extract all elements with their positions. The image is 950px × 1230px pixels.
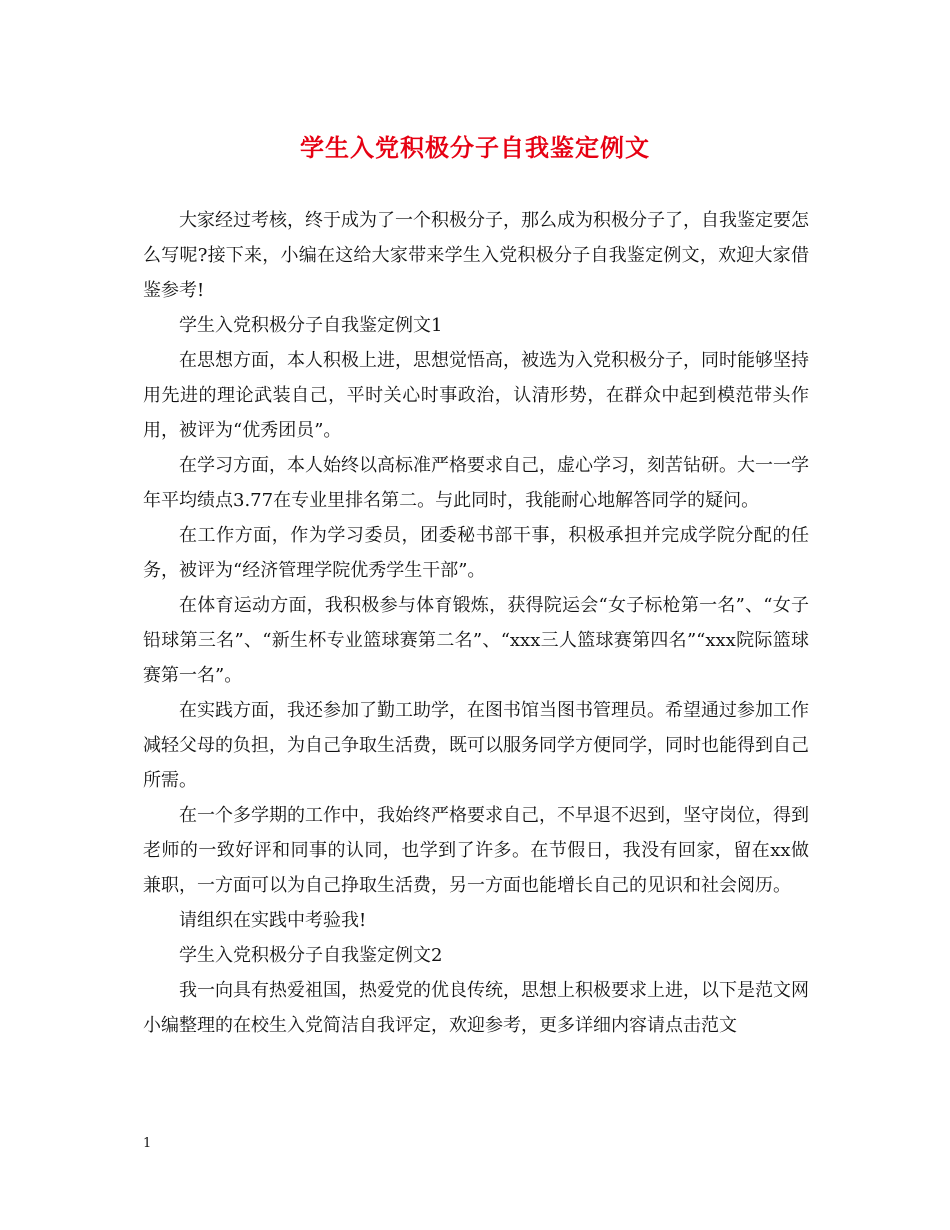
paragraph-example-2-intro: 我一向具有热爱祖国，热爱党的优良传统，思想上积极要求上进，以下是范文网小编整理的在校生入党简洁自我评定，欢迎参考，更多详细内容请点击范文 [143,980,809,1036]
document-body [143,203,809,1043]
paragraph-semester-work: 在一个多学期的工作中，我始终严格要求自己，不早退不迟到，坚守岗位，得到老师的一致好评和同事的认同，也学到了许多。在节假日，我没有回家，留在xx做兼职，一方面可以为自己挣取生活费，另一方面也能增长自己的见识和社会阅历。 [143,805,809,896]
paragraph-request: 请组织在实践中考验我! [179,910,367,931]
paragraph-ideology: 在思想方面，本人积极上进，思想觉悟高，被选为入党积极分子，同时能够坚持用先进的理论武装自己，平时关心时事政治，认清形势，在群众中起到模范带头作用，被评为“优秀团员”。 [143,350,809,441]
paragraph-study: 在学习方面，本人始终以高标准严格要求自己，虚心学习，刻苦钻研。大一一学年平均绩点3.77在专业里排名第二。与此同时，我能耐心地解答同学的疑问。 [143,455,809,511]
paragraph-intro: 大家经过考核，终于成为了一个积极分子，那么成为积极分子了，自我鉴定要怎么写呢?接下来，小编在这给大家带来学生入党积极分子自我鉴定例文，欢迎大家借鉴参考! [143,210,809,301]
document-title: 学生入党积极分子自我鉴定例文 [300,133,650,162]
paragraph-sports: 在体育运动方面，我积极参与体育锻炼，获得院运会“女子标枪第一名”、“女子铅球第三名”、“新生杯专业篮球赛第二名”、“xxx三人篮球赛第四名”“xxx院际篮球赛第一名”。 [143,595,809,686]
paragraph-work: 在工作方面，作为学习委员，团委秘书部干事，积极承担并完成学院分配的任务，被评为“经济管理学院优秀学生干部”。 [143,525,809,581]
page-number: 1 [143,1136,152,1151]
section-heading-example-1: 学生入党积极分子自我鉴定例文1 [179,315,443,336]
paragraph-practice: 在实践方面，我还参加了勤工助学，在图书馆当图书管理员。希望通过参加工作减轻父母的负担，为自己争取生活费，既可以服务同学方便同学，同时也能得到自己所需。 [143,700,809,791]
section-heading-example-2: 学生入党积极分子自我鉴定例文2 [179,945,443,966]
